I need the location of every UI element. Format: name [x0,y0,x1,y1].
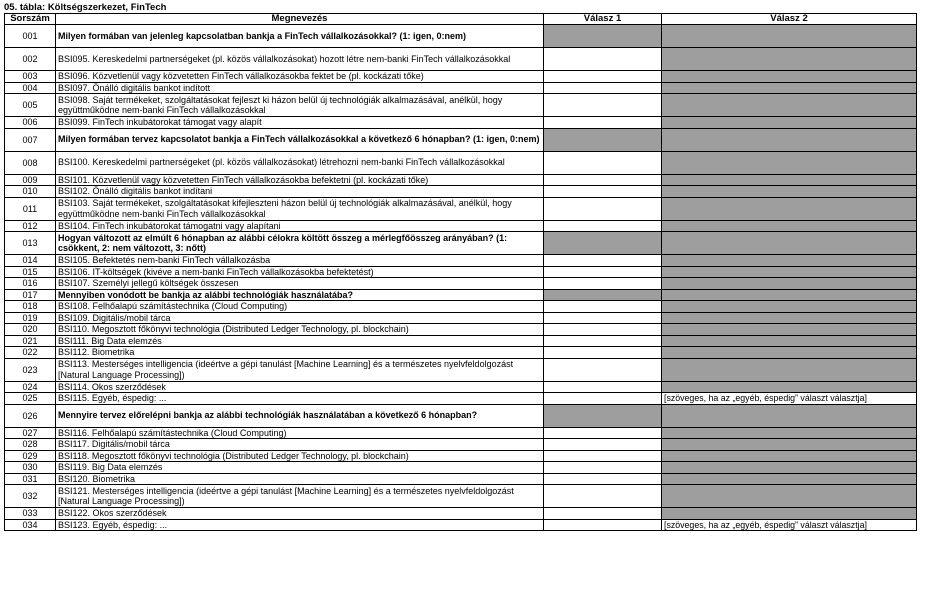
cost-structure-table [4,13,917,531]
answer-2-cell-disabled [662,128,917,151]
answer-2-cell-disabled [662,255,917,267]
answer-2-cell-disabled [662,220,917,232]
answer-2-text-cell[interactable]: [szöveges, ha az „egyéb, éspedig” választ választja] [662,393,917,405]
table-row [5,427,917,439]
row-description: BSI105. Befektetés nem-banki FinTech vállalkozásba [56,255,544,267]
row-number: 030 [5,462,56,474]
row-number: 023 [5,358,56,381]
answer-1-cell[interactable] [544,358,662,381]
answer-2-cell-disabled [662,312,917,324]
row-description: BSI113. Mesterséges intelligencia (ideértve a gépi tanulást [Machine Learning] és a természetes nyelvfeldolgozást [Natural Language Processing]) [56,358,544,381]
section-question-row [5,128,917,151]
row-description: Mennyiben vonódott be bankja az alábbi technológiák használatába? [56,289,544,301]
answer-1-cell[interactable] [544,508,662,520]
answer-1-cell[interactable] [544,255,662,267]
table-row [5,186,917,198]
row-number: 015 [5,266,56,278]
answer-1-cell-disabled [544,25,662,48]
answer-1-cell[interactable] [544,519,662,531]
answer-2-cell-disabled [662,462,917,474]
row-description: BSI121. Mesterséges intelligencia (ideértve a gépi tanulást [Machine Learning] és a természetes nyelvfeldolgozást [Natural Language Processing]) [56,485,544,508]
answer-1-cell-disabled [544,128,662,151]
answer-1-cell[interactable] [544,48,662,71]
row-description: Milyen formában van jelenleg kapcsolatban bankja a FinTech vállalkozásokkal? (1: igen, 0:nem) [56,25,544,48]
table-row [5,71,917,83]
row-description: BSI115. Egyéb, éspedig: ... [56,393,544,405]
row-description: BSI103. Saját termékeket, szolgáltatásokat kifejleszteni házon belül új technológiák alkalmazásával, anélkül, hogy együttműködne nem-banki FinTech vállalkozásokkal [56,197,544,220]
row-description: BSI101. Közvetlenül vagy közvetetten FinTech vállalkozásokba befektetni (pl. kockázati tőke) [56,174,544,186]
answer-1-cell[interactable] [544,94,662,117]
answer-1-cell[interactable] [544,278,662,290]
row-description: Milyen formában tervez kapcsolatot bankja a FinTech vállalkozásokkal a következő 6 hónapban? (1: igen, 0:nem) [56,128,544,151]
row-description: BSI116. Felhőalapú számítástechnika (Cloud Computing) [56,427,544,439]
header-valasz-1: Válasz 1 [544,14,662,25]
row-description: BSI118. Megosztott főkönyvi technológia (Distributed Ledger Technology, pl. blockchain) [56,450,544,462]
row-description: BSI102. Önálló digitális bankot indítani [56,186,544,198]
row-number: 012 [5,220,56,232]
answer-2-cell-disabled [662,404,917,427]
answer-1-cell[interactable] [544,220,662,232]
header-valasz-2: Válasz 2 [662,14,917,25]
table-row [5,220,917,232]
row-description: BSI110. Megosztott főkönyvi technológia (Distributed Ledger Technology, pl. blockchain) [56,324,544,336]
answer-2-cell-disabled [662,335,917,347]
answer-2-cell-disabled [662,301,917,313]
table-title: 05. tábla: Költségszerkezet, FinTech [4,2,167,13]
row-number: 011 [5,197,56,220]
row-number: 004 [5,82,56,94]
table-row [5,335,917,347]
answer-2-cell-disabled [662,381,917,393]
table-row [5,393,917,405]
row-number: 028 [5,439,56,451]
table-sheet [4,3,916,531]
answer-1-cell-disabled [544,404,662,427]
answer-1-cell[interactable] [544,117,662,129]
row-number: 005 [5,94,56,117]
answer-1-cell[interactable] [544,473,662,485]
section-question-row [5,289,917,301]
answer-1-cell[interactable] [544,151,662,174]
row-description: BSI120. Biometrika [56,473,544,485]
answer-1-cell[interactable] [544,439,662,451]
table-row [5,519,917,531]
table-row [5,462,917,474]
row-number: 017 [5,289,56,301]
answer-2-cell-disabled [662,94,917,117]
answer-1-cell[interactable] [544,71,662,83]
answer-2-cell-disabled [662,48,917,71]
answer-2-cell-disabled [662,450,917,462]
answer-1-cell[interactable] [544,335,662,347]
row-number: 026 [5,404,56,427]
table-row [5,324,917,336]
answer-1-cell[interactable] [544,174,662,186]
answer-1-cell[interactable] [544,197,662,220]
row-number: 009 [5,174,56,186]
table-row [5,473,917,485]
row-number: 024 [5,381,56,393]
row-number: 020 [5,324,56,336]
answer-1-cell[interactable] [544,301,662,313]
table-row [5,278,917,290]
row-number: 016 [5,278,56,290]
answer-2-cell-disabled [662,186,917,198]
row-description: BSI096. Közvetlenül vagy közvetetten FinTech vállalkozásokba fektet be (pl. kockázati tőke) [56,71,544,83]
row-description: Hogyan változott az elmúlt 6 hónapban az alábbi célokra költött összeg a mérlegfőösszeg arányában? (1: csökkent, 2: nem változott, 3: nőtt) [56,232,544,255]
table-body [5,25,917,531]
row-number: 013 [5,232,56,255]
answer-1-cell[interactable] [544,312,662,324]
table-row [5,312,917,324]
row-description: BSI106. IT-költségek (kivéve a nem-banki FinTech vállalkozásokba befektetést) [56,266,544,278]
answer-2-cell-disabled [662,358,917,381]
row-number: 022 [5,347,56,359]
answer-1-cell[interactable] [544,381,662,393]
header-sorszam: Sorszám [5,14,56,25]
answer-1-cell-disabled [544,232,662,255]
table-row [5,381,917,393]
answer-2-cell-disabled [662,508,917,520]
table-row [5,117,917,129]
answer-1-cell[interactable] [544,393,662,405]
answer-2-cell-disabled [662,174,917,186]
answer-1-cell[interactable] [544,347,662,359]
row-number: 006 [5,117,56,129]
table-row [5,450,917,462]
answer-1-cell[interactable] [544,186,662,198]
row-description: BSI117. Digitális/mobil tárca [56,439,544,451]
row-number: 010 [5,186,56,198]
table-row [5,485,917,508]
answer-1-cell[interactable] [544,82,662,94]
answer-2-cell-disabled [662,266,917,278]
answer-2-cell-disabled [662,117,917,129]
table-row [5,94,917,117]
answer-2-cell-disabled [662,439,917,451]
row-description: BSI119. Big Data elemzés [56,462,544,474]
row-number: 007 [5,128,56,151]
answer-1-cell-disabled [544,289,662,301]
answer-2-text-cell[interactable]: [szöveges, ha az „egyéb, éspedig” választ választja] [662,519,917,531]
row-description: BSI109. Digitális/mobil tárca [56,312,544,324]
row-description: BSI122. Okos szerződések [56,508,544,520]
row-number: 001 [5,25,56,48]
row-number: 027 [5,427,56,439]
row-number: 021 [5,335,56,347]
table-row [5,358,917,381]
row-description: BSI098. Saját termékeket, szolgáltatásokat fejleszt ki házon belül új technológiák alkalmazásával, anélkül, hogy együttműködne nem-banki FinTech vállalkozásokkal [56,94,544,117]
row-number: 025 [5,393,56,405]
table-row [5,197,917,220]
row-number: 029 [5,450,56,462]
table-row [5,48,917,71]
answer-1-cell[interactable] [544,462,662,474]
row-description: BSI100. Kereskedelmi partnerségeket (pl. közös vállalkozásokat) létrehozni nem-banki FinTech vállalkozásokkal [56,151,544,174]
row-number: 033 [5,508,56,520]
answer-2-cell-disabled [662,82,917,94]
section-question-row [5,232,917,255]
table-row [5,174,917,186]
answer-2-cell-disabled [662,324,917,336]
header-row [5,14,917,25]
row-description: BSI097. Önálló digitális bankot indított [56,82,544,94]
row-description: BSI123. Egyéb, éspedig: ... [56,519,544,531]
row-description: BSI111. Big Data elemzés [56,335,544,347]
section-question-row [5,404,917,427]
answer-1-cell[interactable] [544,450,662,462]
row-number: 018 [5,301,56,313]
answer-1-cell[interactable] [544,485,662,508]
table-row [5,439,917,451]
row-description: BSI104. FinTech inkubátorokat támogatni vagy alapítani [56,220,544,232]
answer-2-cell-disabled [662,71,917,83]
header-megnevezes: Megnevezés [56,14,544,25]
row-number: 034 [5,519,56,531]
answer-2-cell-disabled [662,485,917,508]
row-number: 008 [5,151,56,174]
answer-2-cell-disabled [662,197,917,220]
row-description: BSI095. Kereskedelmi partnerségeket (pl. közös vállalkozásokat) hozott létre nem-banki FinTech vállalkozásokkal [56,48,544,71]
row-description: BSI099. FinTech inkubátorokat támogat vagy alapít [56,117,544,129]
table-row [5,347,917,359]
table-row [5,255,917,267]
answer-2-cell-disabled [662,347,917,359]
section-question-row [5,25,917,48]
answer-2-cell-disabled [662,289,917,301]
answer-2-cell-disabled [662,473,917,485]
table-row [5,151,917,174]
table-row [5,82,917,94]
answer-2-cell-disabled [662,278,917,290]
row-description: BSI108. Felhőalapú számítástechnika (Cloud Computing) [56,301,544,313]
row-description: BSI114. Okos szerződések [56,381,544,393]
row-number: 019 [5,312,56,324]
answer-2-cell-disabled [662,232,917,255]
row-number: 031 [5,473,56,485]
answer-1-cell[interactable] [544,427,662,439]
row-description: BSI112. Biometrika [56,347,544,359]
table-row [5,508,917,520]
answer-2-cell-disabled [662,151,917,174]
answer-2-cell-disabled [662,427,917,439]
row-number: 002 [5,48,56,71]
row-number: 014 [5,255,56,267]
row-number: 032 [5,485,56,508]
row-description: BSI107. Személyi jellegű költségek összesen [56,278,544,290]
table-row [5,266,917,278]
answer-1-cell[interactable] [544,324,662,336]
answer-1-cell[interactable] [544,266,662,278]
row-number: 003 [5,71,56,83]
answer-2-cell-disabled [662,25,917,48]
table-row [5,301,917,313]
row-description: Mennyire tervez előrelépni bankja az alábbi technológiák használatában a következő 6 hónapban? [56,404,544,427]
